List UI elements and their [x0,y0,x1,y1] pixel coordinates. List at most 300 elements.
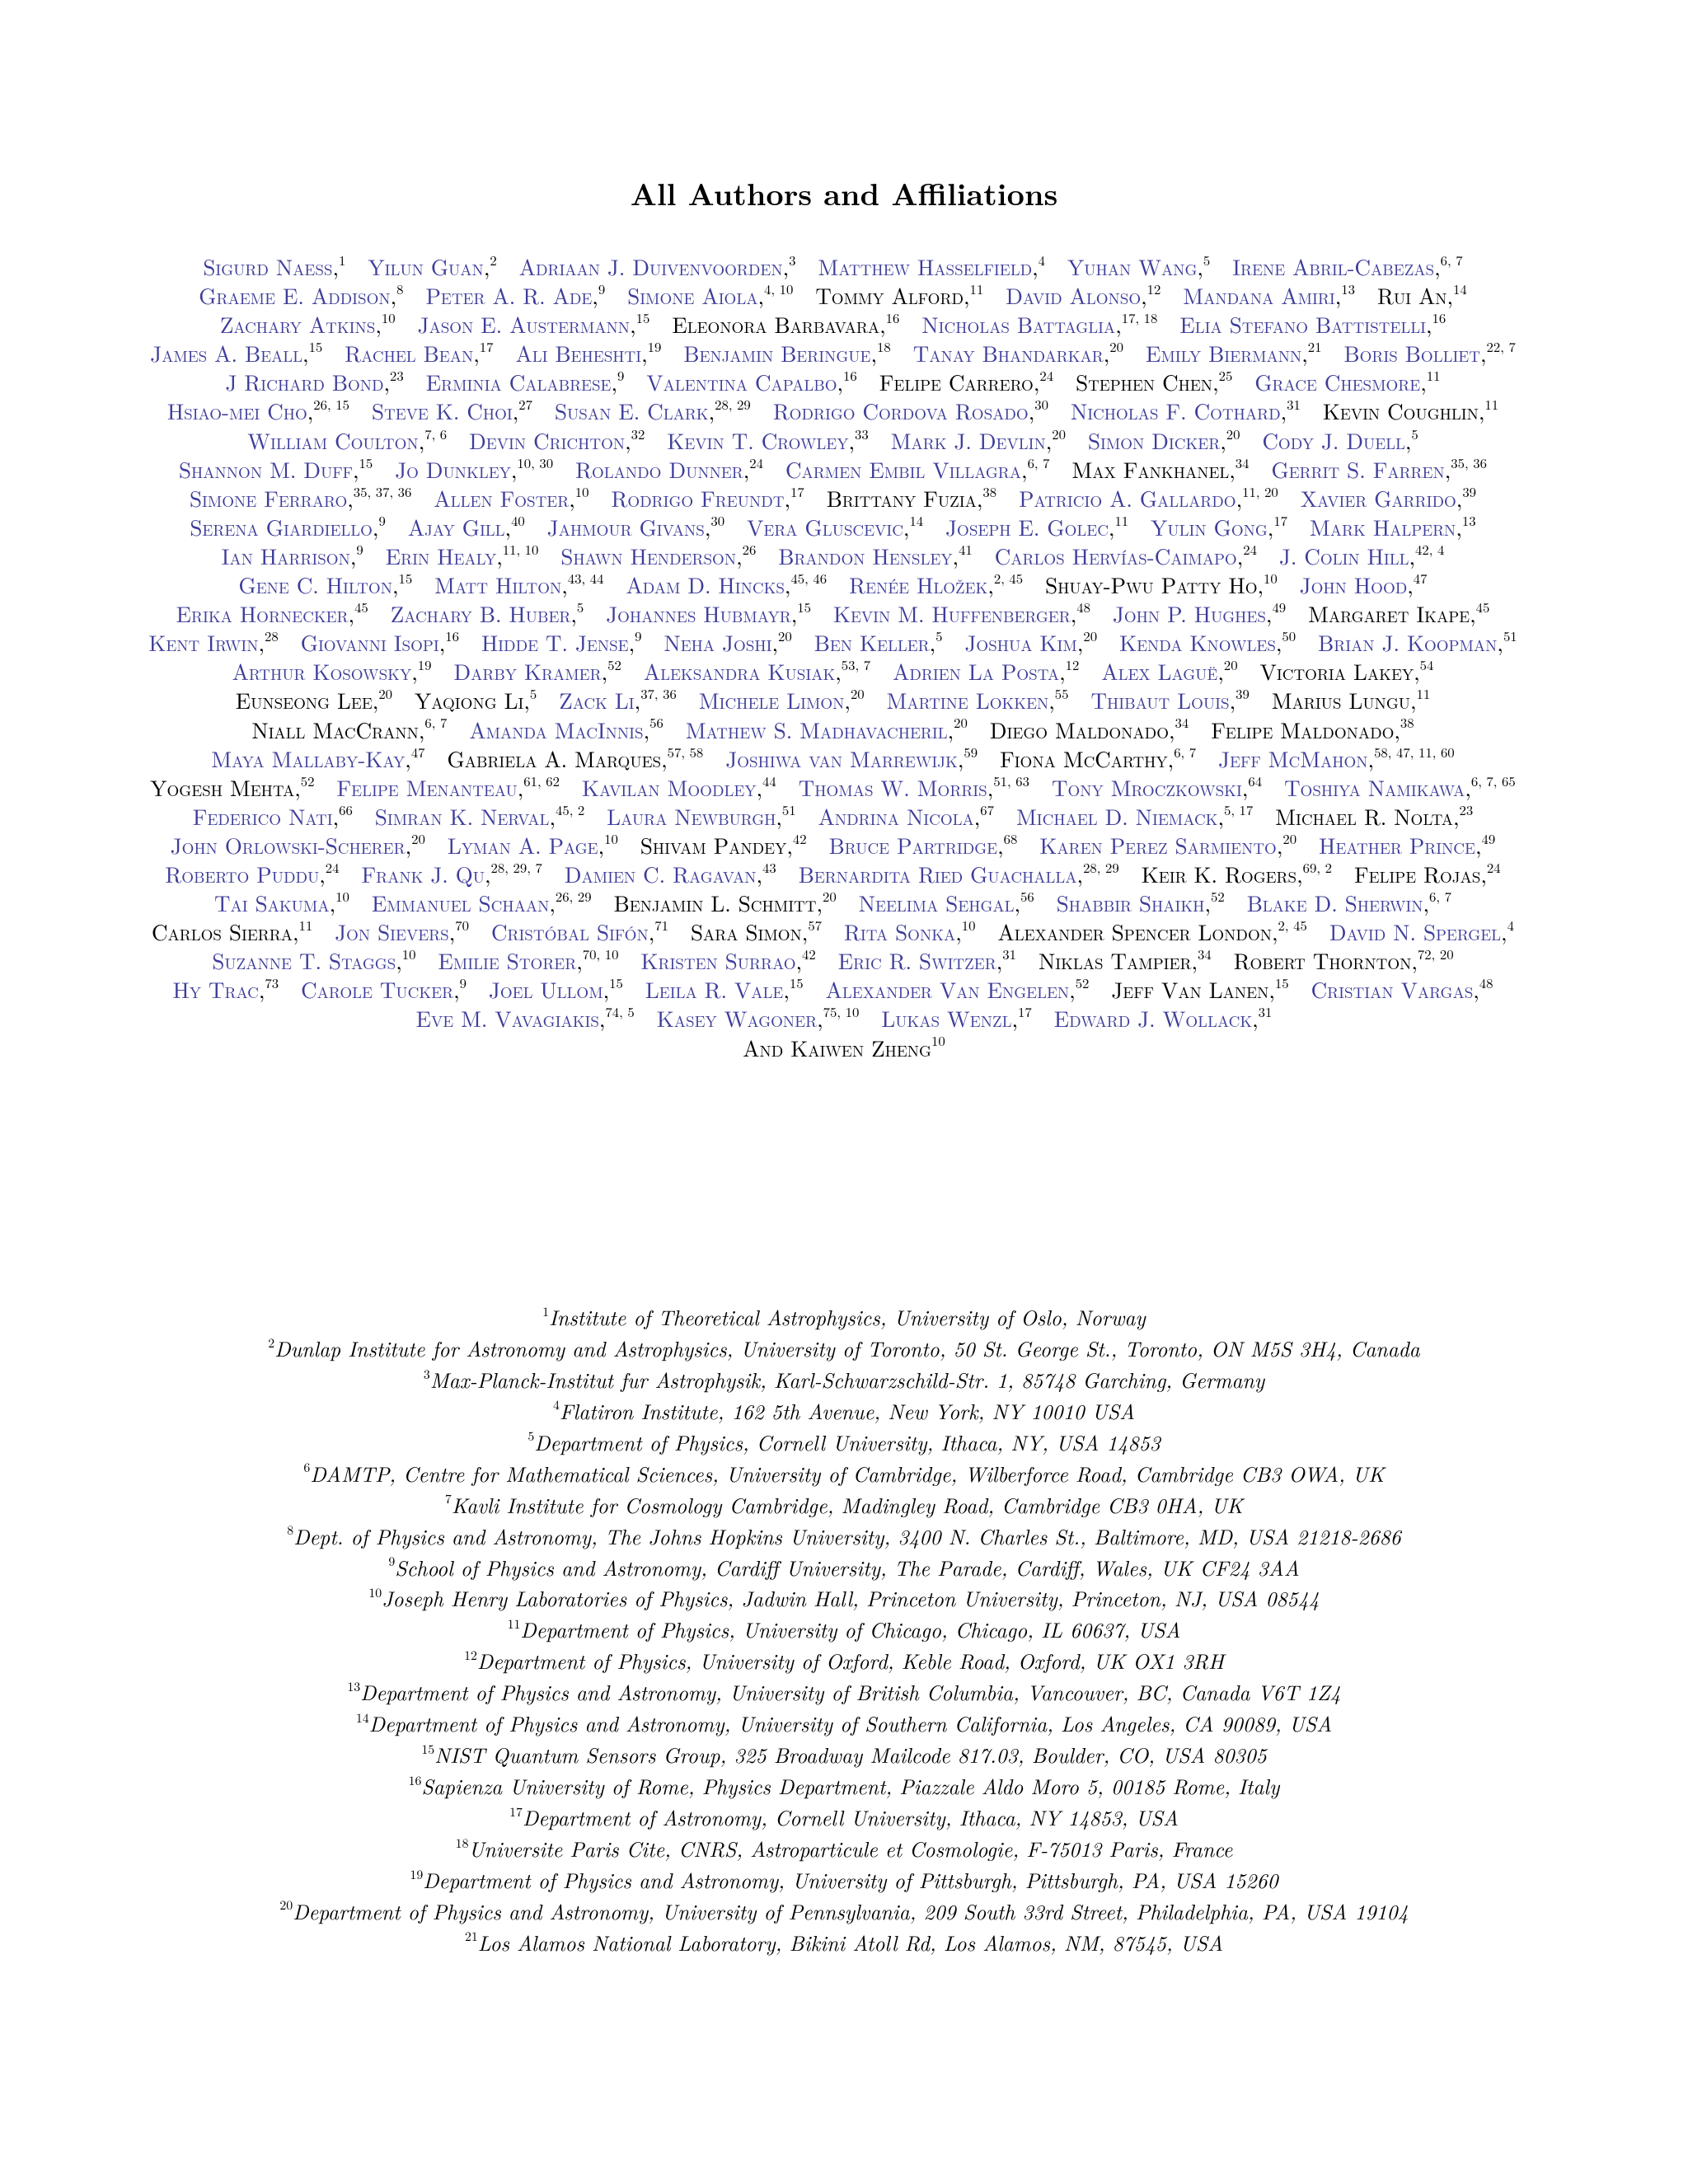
author-name[interactable]: Graeme E. Addison,$^8$ [199,279,404,312]
author-name[interactable]: Mark J. Devlin,$^{20}$ [890,423,1066,456]
affiliation-text: Institute of Theoretical Astrophysics, University of Oslo, Norway [549,1302,1146,1332]
author-name[interactable]: Damien C. Ragavan,$^{43}$ [564,856,776,889]
affiliation-text: Sapienza University of Rome, Physics Department, Piazzale Aldo Moro 5, 00185 Rome, Italy [421,1771,1280,1802]
affiliation-marker: 20 [954,712,968,733]
author-name[interactable]: Laura Newburgh,$^{51}$ [607,799,796,832]
author-name[interactable]: Vera Gluscevic,$^{14}$ [747,509,924,542]
author-name-text: Robert Thornton [1233,944,1412,977]
author-name[interactable]: Kent Irwin,$^{28}$ [148,626,279,658]
affiliation-marker: 52 [300,770,315,790]
author-name[interactable]: Karen Perez Sarmiento,$^{20}$ [1039,827,1297,860]
author-name[interactable]: Tai Sakuma,$^{10}$ [214,886,349,919]
author-name: Gabriela A. Marques,$^{57, 58}$ [447,741,704,774]
author-name-text: Lukas Wenzl [881,1002,1012,1034]
author-name[interactable]: Cristóbal Sifón,$^{71}$ [490,915,668,948]
author-name[interactable]: Yulin Gong,$^{17}$ [1151,509,1288,542]
author-name[interactable]: Eve M. Vavagiakis,$^{74, 5}$ [415,1001,635,1034]
author-name: Diego Maldonado,$^{34}$ [989,712,1189,745]
affiliation-marker: 5 [529,683,537,704]
affiliation-number: 4 [553,1394,560,1414]
author-name-text: Gene C. Hilton [238,569,392,601]
author-name[interactable]: Shawn Henderson,$^{26}$ [560,538,757,571]
author-name[interactable]: Matt Hilton,$^{43, 44}$ [434,567,604,601]
author-name[interactable]: Valentina Capalbo,$^{16}$ [646,365,857,398]
author-name[interactable]: Eric R. Switzer,$^{31}$ [837,944,1016,977]
author-name[interactable]: Federico Nati,$^{66}$ [192,799,353,832]
affiliation-marker: 24 [325,856,340,877]
author-name: Margaret Ikape,$^{45}$ [1308,597,1490,630]
author-name[interactable]: Ajay Gill,$^{40}$ [407,509,525,542]
author-name[interactable]: Tanay Bhandarkar,$^{20}$ [912,336,1123,369]
affiliation-marker: 2 [490,249,497,269]
affiliation-marker: 4 [1507,915,1514,935]
author-name-text: Kevin Coughlin [1322,395,1479,427]
author-name[interactable]: Maya Mallaby-Kay,$^{47}$ [211,741,425,774]
affiliation-number: 11 [507,1614,521,1633]
author-name[interactable]: Kasey Wagoner,$^{75, 10}$ [656,1001,860,1034]
author-name[interactable]: Ian Harrison,$^9$ [221,538,363,571]
author-name[interactable]: Emilie Storer,$^{70, 10}$ [438,944,619,977]
author-name[interactable]: Michael D. Niemack,$^{5, 17}$ [1015,799,1254,832]
affiliation-marker: 28 [265,626,279,646]
author-name: Felipe Maldonado,$^{38}$ [1211,712,1414,745]
author-name[interactable]: Gene C. Hilton,$^{15}$ [238,567,413,601]
affiliation-marker: 24 [749,452,763,472]
affiliation-marker: 10 [381,307,396,328]
author-name[interactable]: Emmanuel Schaan,$^{26, 29}$ [371,886,592,919]
author-name[interactable]: Erika Hornecker,$^{45}$ [176,597,368,630]
author-name[interactable]: J Richard Bond,$^{23}$ [225,365,404,398]
affiliation-item [82,1834,1606,1865]
affiliation-marker: 39 [1236,683,1250,704]
author-name[interactable]: Joel Ullom,$^{15}$ [488,972,623,1005]
affiliation-number: 12 [464,1644,477,1664]
affiliation-marker: 18 [876,336,891,357]
author-name[interactable]: Zack Li,$^{37, 36}$ [559,683,677,716]
author-name[interactable]: Leila R. Vale,$^{15}$ [645,972,804,1005]
author-name[interactable]: Rita Sonka,$^{10}$ [844,915,976,948]
author-name[interactable]: Gerrit S. Farren,$^{35, 36}$ [1271,452,1487,485]
author-name[interactable]: Mark Halpern,$^{13}$ [1310,509,1476,542]
affiliation-marker: 11 [1114,509,1129,530]
affiliation-number: 6 [303,1457,311,1477]
author-name-text: Carole Tucker [301,973,454,1005]
author-name-text: Keir K. Rogers [1141,857,1297,889]
author-name[interactable]: Cody J. Duell,$^5$ [1262,423,1418,456]
author-name-text: Shannon M. Duff [179,452,354,485]
author-name: Carlos Sierra,$^{11}$ [152,915,313,948]
author-name[interactable]: Rodrigo Freundt,$^{17}$ [611,480,804,513]
affiliation-marker: 73 [265,972,279,993]
affiliation-marker: 20 [1282,827,1297,848]
author-name[interactable]: Sigurd Naess,$^1$ [203,249,346,282]
affiliation-marker: 28, 29 [715,394,751,415]
author-name[interactable]: Joseph E. Golec,$^{11}$ [945,509,1129,542]
author-name[interactable]: Hidde T. Jense,$^9$ [481,626,642,658]
affiliation-number: 14 [355,1707,369,1727]
author-name-text: Felipe Maldonado [1211,713,1395,745]
affiliation-number: 16 [408,1769,422,1789]
author-name[interactable]: Carlos Hervías-Caimapo,$^{24}$ [994,538,1257,571]
author-name-text: Thomas W. Morris [798,771,987,803]
affiliation-marker: 20 [1109,336,1123,357]
author-name[interactable]: Neha Joshi,$^{20}$ [663,626,792,658]
affiliation-marker: 24 [1243,538,1257,559]
affiliation-marker: 5 [576,597,584,617]
author-name: Felipe Rojas,$^{24}$ [1353,856,1501,889]
author-name[interactable]: Lukas Wenzl,$^{17}$ [881,1001,1032,1034]
author-name-text: J Richard Bond [225,366,384,398]
author-name: Jeff Van Lanen,$^{15}$ [1111,972,1289,1005]
author-name[interactable]: Amanda MacInnis,$^{56}$ [469,712,663,745]
author-name[interactable]: Elia Stefano Battistelli,$^{16}$ [1179,307,1447,340]
author-name-text: John P. Hughes [1112,598,1266,630]
author-name-text: Erika Hornecker [176,598,349,630]
author-name[interactable]: Shannon M. Duff,$^{15}$ [179,452,373,485]
author-name-text: Johannes Hubmayr [606,598,791,630]
affiliation-marker: 13 [1461,509,1476,530]
author-name-text: Yilun Guan [368,251,484,282]
author-name[interactable]: Adam D. Hincks,$^{45, 46}$ [626,567,828,601]
author-name[interactable]: Simon Dicker,$^{20}$ [1087,423,1240,456]
affiliation-marker: 11, 20 [1242,480,1278,501]
author-name[interactable]: Devin Crichton,$^{32}$ [469,423,645,456]
author-name-text: Jeff McMahon [1218,742,1368,774]
author-name[interactable]: Neelima Sehgal,$^{56}$ [858,886,1034,919]
author-name[interactable]: Simone Aiola,$^{4, 10}$ [627,279,794,312]
affiliation-item [82,1928,1606,1959]
author-name-text: Michael D. Niemack [1015,799,1218,832]
author-name[interactable]: David N. Spergel,$^4$ [1329,915,1514,948]
author-name[interactable]: Jon Sievers,$^{70}$ [335,915,469,948]
author-name-text: Shabbir Shaikh [1056,887,1205,919]
author-name[interactable]: Serena Giardiello,$^9$ [190,509,386,542]
author-name-text: James A. Beall [150,337,303,369]
author-name-text: Diego Maldonado [989,713,1169,745]
affiliation-text: Department of Physics and Astronomy, University of Pennsylvania, 209 South 33rd Street, Philadelphia, PA, USA 19104 [293,1896,1409,1926]
affiliation-marker: 64 [1248,770,1263,790]
author-name[interactable]: Frank J. Qu,$^{28, 29, 7}$ [361,856,542,889]
affiliation-marker: 6, 7 [1027,452,1050,472]
author-name-text: Neelima Sehgal [858,887,1015,919]
author-name[interactable]: Tony Mroczkowski,$^{64}$ [1051,770,1263,803]
author-name-text: Brian J. Koopman [1318,626,1498,658]
author-name-text: Leila R. Vale [645,973,784,1005]
author-name[interactable]: Johannes Hubmayr,$^{15}$ [606,597,811,630]
author-name[interactable]: Simone Ferraro,$^{35, 37, 36}$ [189,480,412,513]
author-name[interactable]: Aleksandra Kusiak,$^{53, 7}$ [643,654,871,687]
author-name[interactable]: Kevin M. Huffenberger,$^{48}$ [832,597,1090,630]
author-name[interactable]: Jason E. Austermann,$^{15}$ [417,307,650,340]
affiliation-marker: 52 [607,654,621,675]
affiliation-marker: 45, 46 [790,567,828,588]
author-name-text: Tommy Alford [815,279,964,312]
author-name-text: Kavilan Moodley [582,771,757,803]
author-name[interactable]: Rodrigo Cordova Rosado,$^{30}$ [772,394,1048,427]
author-name[interactable]: Arthur Kosowsky,$^{19}$ [232,654,432,687]
author-name[interactable]: Kenda Knowles,$^{50}$ [1119,626,1296,658]
affiliation-marker: 16 [843,365,857,386]
affiliation-item [82,1427,1606,1459]
author-name: Fiona McCarthy,$^{6, 7}$ [1000,741,1197,774]
author-name[interactable]: Blake D. Sherwin,$^{6, 7}$ [1246,886,1451,919]
author-name: Yaqiong Li,$^5$ [415,683,537,716]
affiliation-item [82,1333,1606,1365]
author-name-text: Lyman A. Page [447,828,598,860]
affiliation-marker: 70, 10 [582,944,619,964]
author-name-text: Alexander Spencer London [997,916,1272,948]
affiliation-item [82,1646,1606,1677]
affiliation-marker: 9 [378,509,386,530]
author-name[interactable]: Grace Chesmore,$^{11}$ [1254,365,1441,398]
author-name-text: Yaqiong Li [415,684,524,716]
author-name[interactable]: Michele Limon,$^{20}$ [698,683,865,716]
author-name[interactable]: Andrina Nicola,$^{67}$ [818,799,994,832]
affiliation-text: Department of Physics and Astronomy, University of British Columbia, Vancouver, BC, Canada V6T 1Z4 [360,1677,1341,1708]
affiliation-marker: 6, 7 [424,712,448,733]
author-name-text: Erin Healy [385,539,497,571]
author-name-text: Ian Harrison [221,539,350,571]
affiliation-marker: 59 [964,741,978,762]
author-name[interactable]: Adriaan J. Duivenvoorden,$^3$ [518,249,796,282]
affiliation-item [82,1365,1606,1396]
author-name-text: Hy Trac [172,973,259,1005]
affiliation-number: 1 [542,1301,550,1320]
affiliation-marker: 10 [931,1030,945,1051]
affiliation-marker: 4 [1038,249,1045,269]
author-name-text: Rodrigo Freundt [611,481,785,513]
affiliation-marker: 7, 6 [424,423,448,443]
author-name-text: Gerrit S. Farren [1271,452,1445,485]
author-name[interactable]: Alexander Van Engelen,$^{52}$ [825,972,1090,1005]
affiliation-text: Department of Physics and Astronomy, University of Pittsburgh, Pittsburgh, PA, USA 15260 [423,1864,1278,1895]
author-name[interactable]: Kevin T. Crowley,$^{33}$ [667,423,869,456]
affiliation-item [82,1396,1606,1427]
affiliation-number: 2 [268,1332,275,1352]
author-name[interactable]: Emily Biermann,$^{21}$ [1145,336,1322,369]
author-name[interactable]: Roberto Puddu,$^{24}$ [165,856,340,889]
affiliation-number: 5 [528,1426,535,1446]
affiliation-marker: 42, 4 [1414,538,1445,559]
author-name-text: Jahmour Givans [546,510,705,542]
affiliation-marker: 6, 7, 65 [1470,770,1516,790]
author-name: Yogesh Mehta,$^{52}$ [150,770,315,803]
author-name[interactable]: Susan E. Clark,$^{28, 29}$ [555,394,751,427]
affiliation-marker: 26 [742,538,757,559]
affiliation-marker: 47 [1413,567,1428,588]
author-name[interactable]: Erminia Calabrese,$^9$ [425,365,625,398]
affiliation-number: 9 [388,1551,396,1571]
affiliation-marker: 16 [885,307,900,328]
affiliation-marker: 6, 7 [1429,886,1451,907]
author-name[interactable]: Jeff McMahon,$^{58, 47, 11, 60}$ [1218,741,1455,774]
author-name-text: Michele Limon [698,684,845,716]
affiliation-text: Joseph Henry Laboratories of Physics, Jadwin Hall, Princeton University, Princeton, NJ, USA 08544 [382,1583,1320,1614]
affiliation-marker: 69, 2 [1302,856,1332,877]
author-name-text: Zachary Atkins [219,308,376,340]
author-name-text: Fiona McCarthy [1000,742,1168,774]
author-name-text: Arthur Kosowsky [232,655,412,687]
author-name[interactable]: John Orlowski-Scherer,$^{20}$ [170,827,425,860]
affiliation-number: 7 [444,1488,452,1508]
affiliation-marker: 21 [1307,336,1322,357]
author-name[interactable]: Mathew S. Madhavacheril,$^{20}$ [685,712,968,745]
affiliation-marker: 17 [479,336,494,357]
affiliation-marker: 6, 7 [1440,249,1463,269]
author-name[interactable]: Irene Abril-Cabezas,$^{6, 7}$ [1232,249,1463,282]
affiliation-marker: 50 [1282,626,1296,646]
author-name-text: Susan E. Clark [555,395,709,427]
affiliation-text: School of Physics and Astronomy, Cardiff University, The Parade, Cardiff, Wales, UK CF24 3AA [395,1552,1300,1582]
author-name[interactable]: James A. Beall,$^{15}$ [150,336,323,369]
affiliation-number: 8 [287,1520,294,1540]
affiliation-marker: 10 [574,480,589,501]
author-name[interactable]: Shabbir Shaikh,$^{52}$ [1056,886,1225,919]
author-name[interactable]: Hsiao-mei Cho,$^{26, 15}$ [166,394,349,427]
affiliation-marker: 43, 44 [567,567,604,588]
author-name-text: Boris Bolliet [1343,337,1480,369]
author-name[interactable]: Jahmour Givans,$^{30}$ [546,509,725,542]
author-name[interactable]: Bruce Partridge,$^{68}$ [828,827,1018,860]
author-name-text: Martine Lokken [886,684,1049,716]
affiliation-marker: 47 [410,741,425,762]
author-name[interactable]: Heather Prince,$^{49}$ [1319,827,1496,860]
author-name-text: Kent Irwin [148,626,259,658]
author-name[interactable]: Suzanne T. Staggs,$^{10}$ [212,944,416,977]
author-name[interactable]: Ali Beheshti,$^{19}$ [515,336,662,369]
author-name: Rui An,$^{14}$ [1376,279,1467,312]
author-name[interactable]: Erin Healy,$^{11, 10}$ [385,538,539,571]
author-name-text: Andrina Nicola [818,799,974,832]
author-name-text: Suzanne T. Staggs [212,944,396,977]
author-name[interactable]: Jo Dunkley,$^{10, 30}$ [395,452,554,485]
author-name[interactable]: Kavilan Moodley,$^{44}$ [582,770,776,803]
affiliation-marker: 10 [335,886,349,907]
author-name-text: Max Fankhanel [1071,452,1230,485]
author-name[interactable]: Patricio A. Gallardo,$^{11, 20}$ [1019,480,1278,513]
author-name[interactable]: Cristian Vargas,$^{48}$ [1311,972,1493,1005]
author-name[interactable]: Toshiya Namikawa,$^{6, 7, 65}$ [1284,770,1516,803]
author-name[interactable]: Edward J. Wollack,$^{31}$ [1053,1001,1273,1034]
author-name[interactable]: Thomas W. Morris,$^{51, 63}$ [798,770,1029,803]
author-name-text: Mark Halpern [1310,510,1456,542]
author-name[interactable]: Martine Lokken,$^{55}$ [886,683,1069,716]
author-name[interactable]: Kristen Surrao,$^{42}$ [640,944,816,977]
affiliation-number: 15 [421,1738,435,1758]
author-name-text: Joshua Kim [964,626,1077,658]
author-name[interactable]: Yilun Guan,$^2$ [368,249,497,282]
author-name[interactable]: Renée Hložek,$^{2, 45}$ [849,567,1024,601]
author-name-text: Alexander Van Engelen [825,973,1070,1005]
author-name[interactable]: Darby Kramer,$^{52}$ [453,654,621,687]
author-name-text: Graeme E. Addison [199,279,391,312]
author-name[interactable]: Ben Keller,$^5$ [814,626,943,658]
affiliation-marker: 72, 20 [1417,944,1454,964]
affiliation-marker: 19 [647,336,662,357]
author-name[interactable]: Joshua Kim,$^{20}$ [964,626,1098,658]
affiliation-marker: 45 [354,597,368,617]
author-name[interactable]: William Coulton,$^{7, 6}$ [247,423,448,456]
affiliation-marker: 25 [1218,365,1233,386]
author-name[interactable]: Bernardita Ried Guachalla,$^{28, 29}$ [798,856,1119,889]
author-name[interactable]: Mandana Amiri,$^{13}$ [1183,279,1355,312]
author-name[interactable]: Nicholas Battaglia,$^{17, 18}$ [921,307,1158,340]
author-name-text: Niall MacCrann [251,713,419,745]
author-name[interactable]: Giovanni Isopi,$^{16}$ [300,626,459,658]
author-name[interactable]: Adrien La Posta,$^{12}$ [893,654,1080,687]
author-name[interactable]: Xavier Garrido,$^{39}$ [1300,480,1477,513]
author-name: Keir K. Rogers,$^{69, 2}$ [1141,856,1332,889]
author-name[interactable]: Boris Bolliet,$^{22, 7}$ [1343,336,1516,369]
author-name[interactable]: Zachary Atkins,$^{10}$ [219,307,396,340]
author-name[interactable]: Rolando Dunner,$^{24}$ [575,452,763,485]
author-name[interactable]: Lyman A. Page,$^{10}$ [447,827,618,860]
author-name[interactable]: Allen Foster,$^{10}$ [434,480,589,513]
author-name-text: Roberto Puddu [165,857,320,889]
author-name[interactable]: John Hood,$^{47}$ [1299,567,1428,601]
author-name[interactable]: Brandon Hensley,$^{41}$ [778,538,973,571]
author-name[interactable]: Carmen Embil Villagra,$^{6, 7}$ [785,452,1050,485]
author-name-text: Laura Newburgh [607,799,776,832]
affiliation-marker: 11 [969,279,984,299]
author-name: Brittany Fuzia,$^{38}$ [826,480,997,513]
author-name-text: Frank J. Qu [361,857,485,889]
author-name-text: Shivam Pandey [640,828,787,860]
author-name[interactable]: Rachel Bean,$^{17}$ [345,336,494,369]
affiliation-marker: 24 [1486,856,1501,877]
author-name[interactable]: J. Colin Hill,$^{42, 4}$ [1278,538,1445,571]
author-name-text: Edward J. Wollack [1053,1002,1253,1034]
author-name[interactable]: Brian J. Koopman,$^{51}$ [1318,626,1517,658]
affiliation-marker: 8 [396,279,404,299]
affiliation-text: Department of Physics and Astronomy, University of Southern California, Los Angeles, CA 90089, USA [368,1708,1333,1739]
author-name-text: Renée Hložek [849,569,988,601]
affiliation-number: 10 [368,1582,382,1602]
affiliation-marker: 9 [459,972,467,993]
affiliation-marker: 57 [808,915,823,935]
affiliation-marker: 37, 36 [640,683,677,704]
affiliation-number: 3 [423,1363,430,1383]
author-name-text: Hidde T. Jense [481,626,629,658]
author-name-text: Karen Perez Sarmiento [1039,828,1277,860]
affiliation-number: 18 [455,1832,469,1852]
author-name[interactable]: Carole Tucker,$^9$ [301,972,467,1005]
author-name[interactable]: Benjamin Beringue,$^{18}$ [683,336,891,369]
author-name[interactable]: Felipe Menanteau,$^{61, 62}$ [336,770,560,803]
author-name[interactable]: Simran K. Nerval,$^{45, 2}$ [374,799,585,832]
author-name-text: Vera Gluscevic [747,510,903,542]
author-name[interactable]: David Alonso,$^{12}$ [1006,279,1161,312]
author-list [148,249,1540,1063]
affiliation-item [82,1553,1606,1584]
author-name-text: Simran K. Nerval [374,799,550,832]
author-name: Tommy Alford,$^{11}$ [815,279,984,312]
author-name[interactable]: Matthew Hasselfield,$^4$ [818,249,1045,282]
author-name[interactable]: John P. Hughes,$^{49}$ [1112,597,1287,630]
author-name[interactable]: Yuhan Wang,$^5$ [1067,249,1211,282]
affiliation-marker: 43 [762,856,776,877]
author-name[interactable]: Joshiwa van Marrewijk,$^{59}$ [725,741,978,774]
author-name[interactable]: Alex Laguë,$^{20}$ [1101,654,1238,687]
author-name[interactable]: Zachary B. Huber,$^5$ [390,597,584,630]
author-name-text: Jon Sievers [335,916,449,948]
author-name[interactable]: Hy Trac,$^{73}$ [172,972,279,1005]
author-name[interactable]: Thibaut Louis,$^{39}$ [1090,683,1250,716]
author-name[interactable]: Peter A. R. Ade,$^9$ [425,279,606,312]
author-name[interactable]: Steve K. Choi,$^{27}$ [372,394,532,427]
author-name-text: Tai Sakuma [214,887,330,919]
author-name[interactable]: Nicholas F. Cothard,$^{31}$ [1070,394,1301,427]
